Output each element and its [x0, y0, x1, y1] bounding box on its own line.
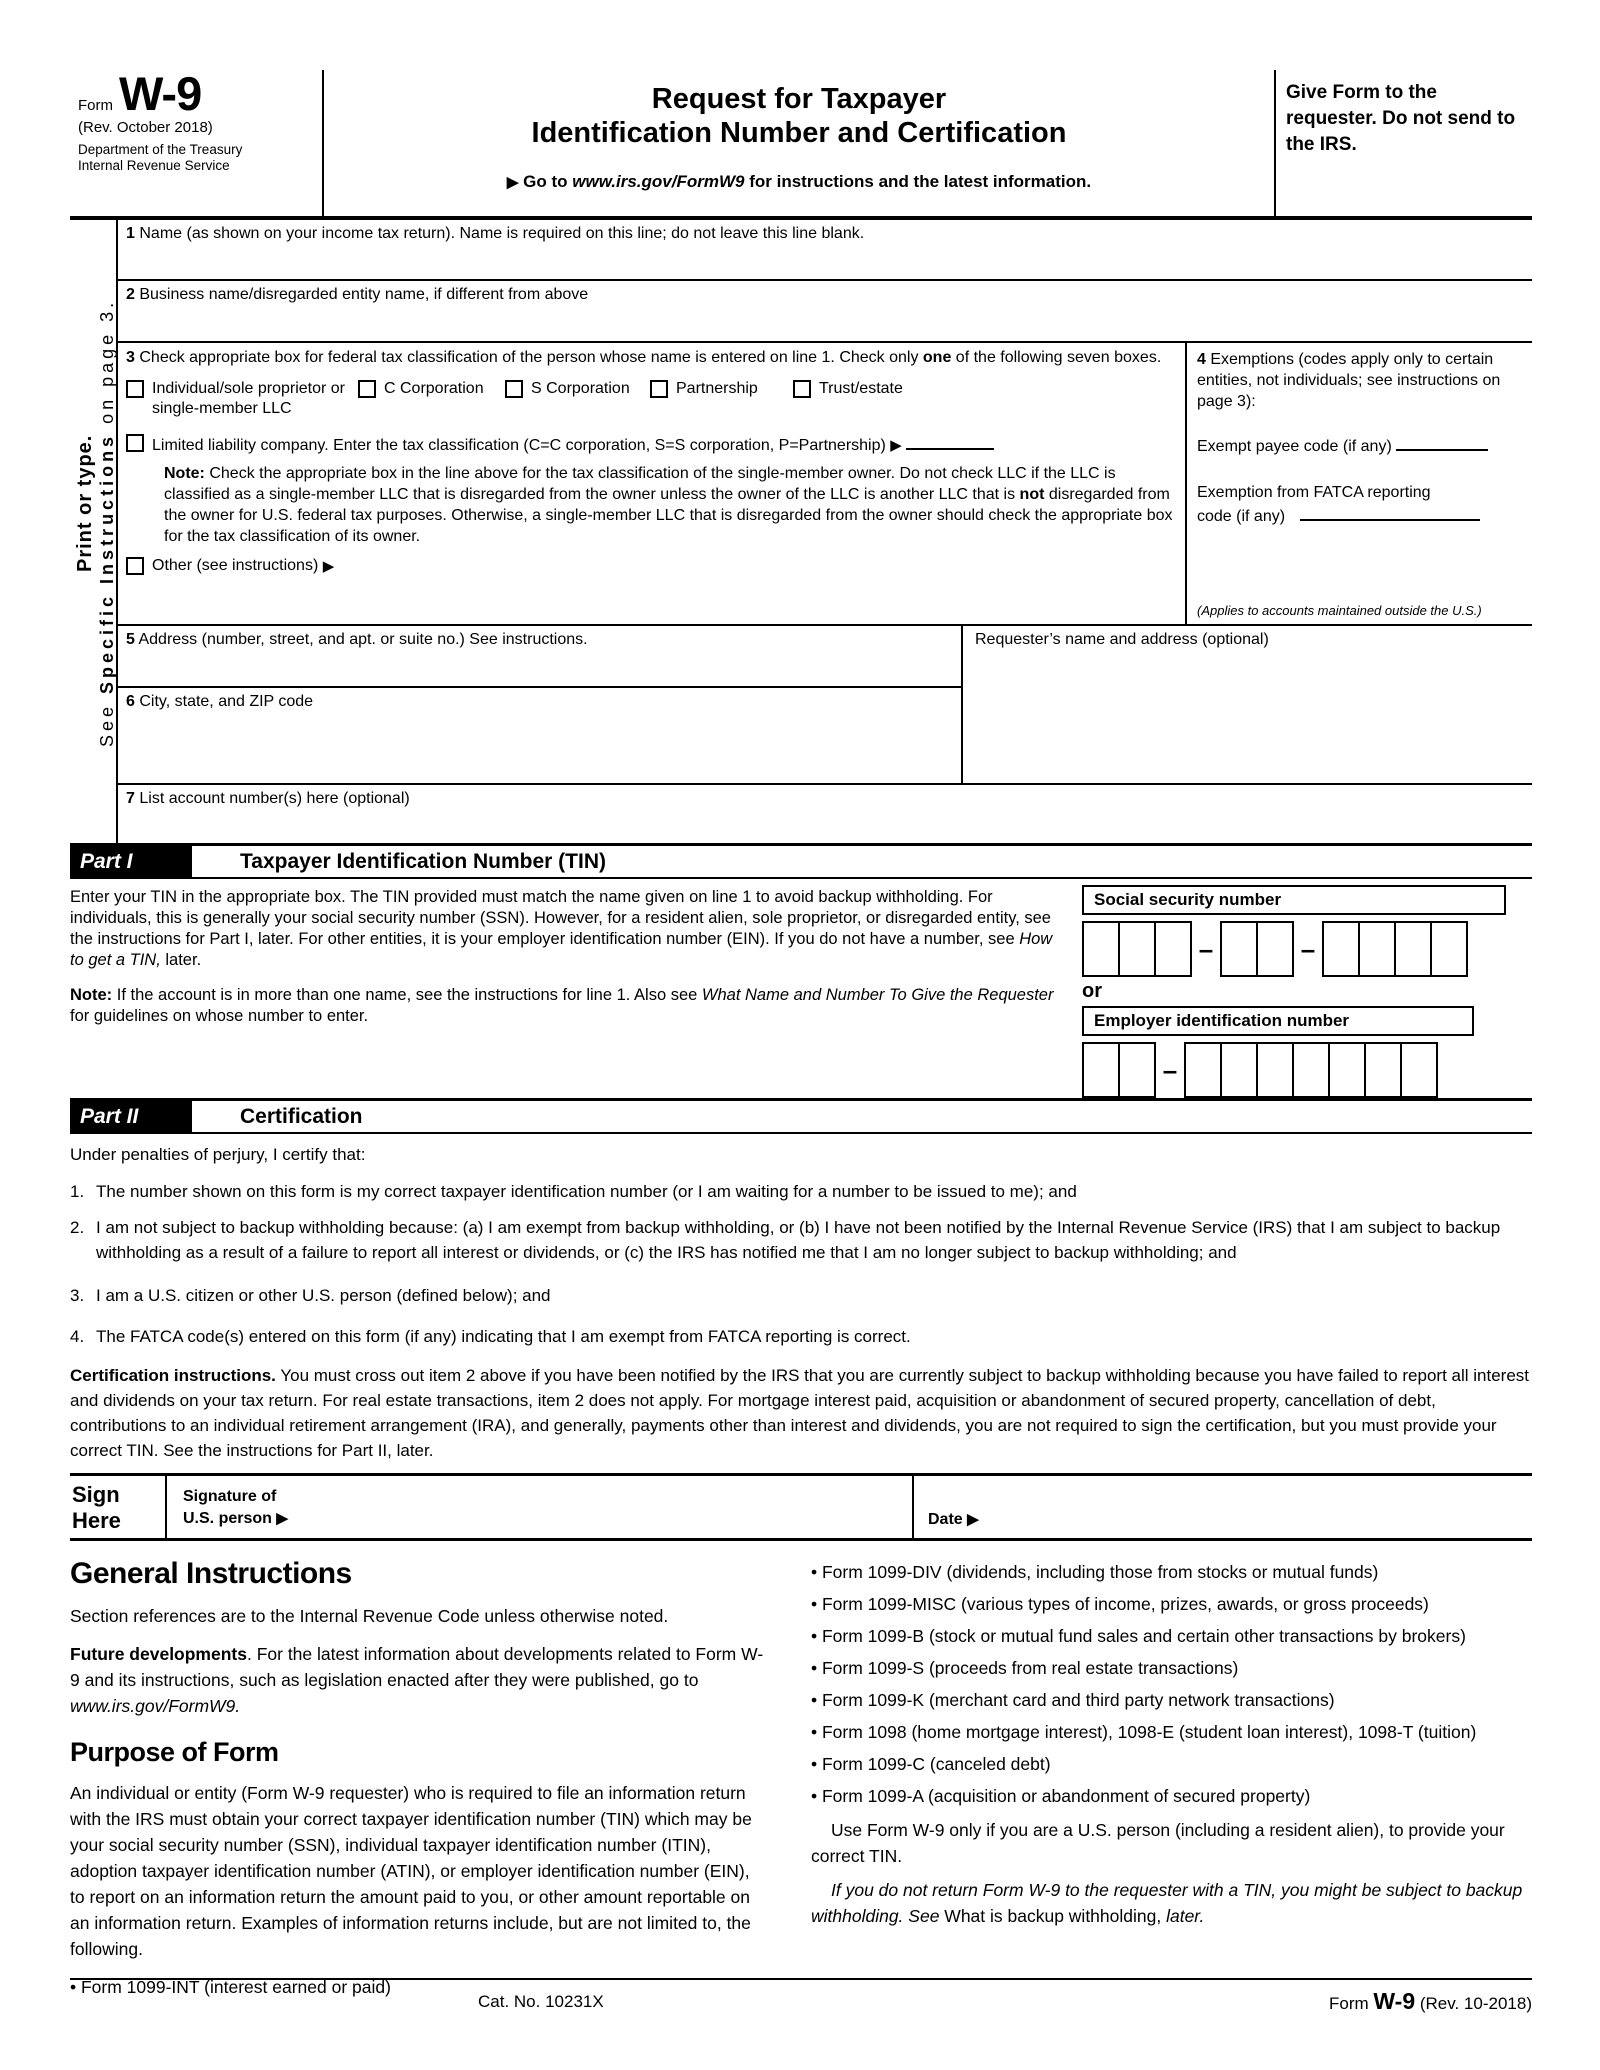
- line6-label: City, state, and ZIP code: [139, 693, 314, 710]
- purpose-paragraph: An individual or entity (Form W-9 requester) who is required to file an information return with the IRS must obtain your correct taxpayer identification number (TIN) which may be your social security number (SSN), individual taxpayer identification number (ITIN), adoption taxpayer identification number (ATIN), or employer identification number (EIN), to report on an information return the amount paid to you, or other amount reportable on an information return. Examples of information returns include, but are not limited to, the following.: [70, 1783, 752, 1959]
- bullet-1099-k: • Form 1099-K (merchant card and third party network transactions): [811, 1690, 1335, 1710]
- s-corporation-checkbox[interactable]: [505, 380, 523, 398]
- line7-account-numbers-field[interactable]: [118, 785, 1532, 843]
- give-form-notice: Give Form to the requester. Do not send to the IRS.: [1274, 70, 1532, 216]
- requester-name-box[interactable]: [961, 626, 1532, 783]
- form-number: W-9: [119, 67, 202, 120]
- line5-address-field[interactable]: [118, 626, 961, 688]
- instructions-right-column: [811, 1557, 1532, 2000]
- certification-item-4: 4. The FATCA code(s) entered on this form (if any) indicating that I am exempt from FATCA reporting is correct.: [70, 1327, 911, 1346]
- ssn-digit-cell[interactable]: [1430, 921, 1468, 977]
- ein-digit-cell[interactable]: [1184, 1042, 1222, 1098]
- general-instructions-heading: General Instructions: [70, 1557, 352, 1590]
- ein-dash: –: [1162, 1054, 1178, 1085]
- instructions-left-column: [70, 1557, 765, 2000]
- page-footer: [70, 1978, 1532, 2028]
- line4-label: Exemptions (codes apply only to certain entities, not individuals; see instructions on page 3):: [1197, 351, 1501, 410]
- goto-post: for instructions and the latest information.: [744, 172, 1092, 191]
- line6-city-field[interactable]: [118, 688, 961, 783]
- other-checkbox[interactable]: [126, 557, 144, 575]
- line6-number: 6: [126, 693, 135, 710]
- fatca-label-line1: Exemption from FATCA reporting: [1197, 484, 1431, 501]
- ein-digit-cell[interactable]: [1118, 1042, 1156, 1098]
- form-title-block: [324, 70, 1274, 216]
- requester-label: Requester’s name and address (optional): [975, 631, 1269, 648]
- line3-classification-row: [118, 343, 1532, 626]
- fatca-label-line2: code (if any): [1197, 508, 1286, 525]
- bullet-1099-div: • Form 1099-DIV (dividends, including those from stocks or mutual funds): [811, 1562, 1379, 1582]
- c-corporation-checkbox[interactable]: [358, 380, 376, 398]
- line1-label: Name (as shown on your income tax return). Name is required on this line; do not leave this line blank.: [139, 225, 865, 242]
- ein-digit-cell[interactable]: [1400, 1042, 1438, 1098]
- s-corporation-label: S Corporation: [531, 380, 630, 397]
- llc-arrow-icon: ▶: [890, 437, 902, 454]
- ssn-dash: –: [1300, 933, 1316, 964]
- catalog-number: Cat. No. 10231X: [478, 1992, 604, 2011]
- or-label: or: [1082, 980, 1102, 1002]
- revision-date: (Rev. October 2018): [78, 119, 213, 136]
- sign-here-row: [70, 1473, 1532, 1541]
- date-label: Date: [928, 1511, 968, 1528]
- part2-header-bar: [70, 1098, 1532, 1134]
- bullet-1099-c: • Form 1099-C (canceled debt): [811, 1754, 1051, 1774]
- purpose-of-form-heading: Purpose of Form: [70, 1737, 279, 1767]
- ssn-digit-cell[interactable]: [1154, 921, 1192, 977]
- llc-row: [126, 433, 1177, 455]
- goto-pre: Go to: [518, 172, 573, 191]
- bullet-1099-b: • Form 1099-B (stock or mutual fund sales and certain other transactions by brokers): [811, 1626, 1466, 1646]
- line2-number: 2: [126, 286, 135, 303]
- bullet-1099-int: • Form 1099-INT (interest earned or paid): [70, 1977, 391, 1997]
- ein-digit-cell[interactable]: [1082, 1042, 1120, 1098]
- line3-note: Note: Check the appropriate box in the line above for the tax classification of the single-member owner. Do not check LLC if the LLC is classified as a single-member LLC that is disregarded from the owner unless the owner of the LLC is another LLC that is not disregarded from the owner for U.S. federal tax purposes. Otherwise, a single-member LLC that is disregarded from the owner should check the appropriate box for the tax classification of its owner.: [164, 465, 1173, 545]
- use-form-paragraph: Use Form W-9 only if you are a U.S. person (including a resident alien), to provide your correct TIN.: [811, 1820, 1505, 1866]
- trust-estate-checkbox[interactable]: [793, 380, 811, 398]
- footer-revision: (Rev. 10-2018): [1419, 1994, 1532, 2013]
- line5-label: Address (number, street, and apt. or suite no.) See instructions.: [138, 631, 588, 648]
- individual-label: Individual/sole proprietor or single-member LLC: [152, 380, 345, 417]
- checkbox-item-s-corp: [505, 379, 650, 399]
- ssn-digit-cell[interactable]: [1394, 921, 1432, 977]
- checkbox-item-partnership: [650, 379, 793, 399]
- ein-cells: [1082, 1042, 1532, 1098]
- department-line1: Department of the Treasury: [78, 142, 243, 157]
- ssn-digit-cell[interactable]: [1322, 921, 1360, 977]
- line3-left-column: [118, 343, 1185, 624]
- general-instructions-section: [70, 1557, 1532, 2000]
- part1-label: Part I: [70, 846, 192, 877]
- future-developments-paragraph: Future developments. For the latest information about developments related to Form W-9 and its instructions, such as legislation enacted after they were published, go to www.irs.gov/FormW9.: [70, 1644, 764, 1716]
- applies-note: (Applies to accounts maintained outside the U.S.): [1197, 603, 1482, 618]
- part2-label: Part II: [70, 1101, 192, 1132]
- checkbox-item-trust: [793, 379, 923, 399]
- part1-instructions: Enter your TIN in the appropriate box. The TIN provided must match the name given on line 1 to avoid backup withholding. For individuals, this is generally your social security number (SSN). However, for a resident alien, sole proprietor, or disregarded entity, see the instructions for Part I, later. For other entities, it is your employer identification number (EIN). If you do not have a number, see How to get a TIN, later. Note: If the account is in more than one name, see the instructions for line 1. Also see What Name and Number To Give the Requester for guidelines on whose number to enter.: [70, 888, 1054, 1025]
- form-identity: [70, 67, 324, 216]
- signature-input-area[interactable]: [167, 1476, 912, 1538]
- print-or-type-vertical-label: Print or type.: [74, 434, 96, 572]
- part2-title: Certification: [240, 1104, 363, 1128]
- department-line2: Internal Revenue Service: [78, 158, 230, 173]
- ssn-digit-cell[interactable]: [1358, 921, 1396, 977]
- ein-digit-cell[interactable]: [1328, 1042, 1366, 1098]
- bullet-1098: • Form 1098 (home mortgage interest), 1098-E (student loan interest), 1098-T (tuition): [811, 1722, 1477, 1742]
- form-header: [70, 67, 1532, 220]
- other-arrow-icon: ▶: [322, 557, 335, 575]
- ein-digit-cell[interactable]: [1256, 1042, 1294, 1098]
- other-row: [126, 556, 1177, 575]
- line1-number: 1: [126, 225, 135, 242]
- line7-label: List account number(s) here (optional): [139, 790, 410, 807]
- llc-classification-input[interactable]: [906, 433, 994, 450]
- part1-title: Taxpayer Identification Number (TIN): [240, 849, 606, 873]
- line1-name-field[interactable]: [118, 220, 1532, 281]
- signature-label-line1: Signature of: [183, 1488, 277, 1505]
- classification-checkbox-row: [126, 379, 1177, 419]
- ein-digit-cell[interactable]: [1364, 1042, 1402, 1098]
- ssn-digit-cell[interactable]: [1082, 921, 1120, 977]
- partnership-label: Partnership: [676, 380, 758, 397]
- llc-checkbox[interactable]: [126, 434, 144, 452]
- tin-boxes-column: [1076, 879, 1532, 1098]
- ein-label-box: Employer identification number: [1082, 1006, 1474, 1036]
- trust-estate-label: Trust/estate: [819, 380, 903, 397]
- exempt-payee-label: Exempt payee code (if any): [1197, 438, 1392, 455]
- certification-item-3: 3. I am a U.S. citizen or other U.S. person (defined below); and: [70, 1286, 551, 1305]
- bullet-1099-misc: • Form 1099-MISC (various types of income, prizes, awards, or gross proceeds): [811, 1594, 1429, 1614]
- left-instruction-strip: [70, 220, 118, 843]
- fatca-code-input[interactable]: [1300, 504, 1480, 521]
- llc-label: Limited liability company. Enter the tax classification (C=C corporation, S=S corporation, P=Partnership): [152, 437, 891, 454]
- line4-number: 4: [1197, 351, 1206, 368]
- sign-here-label: Sign Here: [72, 1482, 121, 1533]
- other-label: Other (see instructions): [152, 556, 319, 574]
- exempt-payee-code-input[interactable]: [1396, 434, 1488, 451]
- line5-number: 5: [126, 631, 135, 648]
- line3-label-pre: Check appropriate box for federal tax classification of the person whose name is entered on line 1. Check only: [139, 349, 923, 366]
- date-arrow-icon: ▶: [967, 1511, 979, 1528]
- signature-label-line2: U.S. person: [183, 1510, 277, 1527]
- part1-header-bar: [70, 843, 1532, 879]
- partnership-checkbox[interactable]: [650, 380, 668, 398]
- form-body: [70, 220, 1532, 843]
- line3-number: 3: [126, 349, 135, 366]
- see-instructions-vertical-label: See Specific Instructions on page 3.: [97, 298, 117, 747]
- line7-number: 7: [126, 790, 135, 807]
- form-title-line1: Request for Taxpayer: [651, 83, 947, 115]
- right-arrow-icon: ▶: [506, 174, 519, 191]
- bullet-1099-s: • Form 1099-S (proceeds from real estate transactions): [811, 1658, 1239, 1678]
- footer-form-word: Form: [1329, 1994, 1369, 2013]
- part1-content: [70, 879, 1532, 1098]
- date-input-area[interactable]: [912, 1476, 1532, 1538]
- ssn-digit-cell[interactable]: [1256, 921, 1294, 977]
- line2-label: Business name/disregarded entity name, if different from above: [139, 286, 589, 303]
- ssn-cells: [1082, 921, 1532, 977]
- form-title-line2: Identification Number and Certification: [531, 117, 1067, 149]
- ein-digit-cell[interactable]: [1220, 1042, 1258, 1098]
- address-requester-block: [118, 626, 1532, 785]
- line4-exemptions-column: [1185, 343, 1532, 624]
- individual-checkbox[interactable]: [126, 380, 144, 398]
- ssn-dash: –: [1198, 933, 1214, 964]
- line3-label-post: of the following seven boxes.: [951, 349, 1162, 366]
- certification-item-2: 2. I am not subject to backup withholding because: (a) I am exempt from backup withholding, or (b) I have not been notified by the Internal Revenue Service (IRS) that I am subject to backup withholding as a result of a failure to report all interest or dividends, or (c) the IRS has notified me that I am no longer subject to backup withholding; and: [70, 1218, 1501, 1262]
- irs-url-text[interactable]: www.irs.gov/FormW9.: [70, 1696, 241, 1716]
- note-word: Note:: [164, 465, 205, 482]
- c-corporation-label: C Corporation: [384, 380, 484, 397]
- section-references-paragraph: Section references are to the Internal Revenue Code unless otherwise noted.: [70, 1606, 669, 1626]
- certification-item-1: 1. The number shown on this form is my correct taxpayer identification number (or I am waiting for a number to be issued to me); and: [70, 1182, 1077, 1201]
- signature-arrow-icon: ▶: [276, 1510, 288, 1527]
- ssn-label-box: Social security number: [1082, 885, 1506, 915]
- address-column: [118, 626, 961, 783]
- form-word: Form: [78, 97, 113, 114]
- irs-url-link[interactable]: www.irs.gov/FormW9: [572, 172, 745, 191]
- certification-instructions: Certification instructions. You must cross out item 2 above if you have been notified by the IRS that you are currently subject to backup withholding because you have failed to report all interest and dividends on your tax return. For real estate transactions, item 2 does not apply. For mortgage interest paid, acquisition or abandonment of secured property, cancellation of debt, contributions to an individual retirement arrangement (IRA), and generally, payments other than interest and dividends, you are not required to sign the certification, but you must provide your correct TIN. See the instructions for Part II, later.: [70, 1366, 1529, 1460]
- ssn-digit-cell[interactable]: [1220, 921, 1258, 977]
- checkbox-item-individual: [126, 379, 358, 419]
- part2-content: [70, 1134, 1532, 1473]
- footer-form-number: W-9: [1373, 1988, 1416, 2014]
- ssn-digit-cell[interactable]: [1118, 921, 1156, 977]
- line2-business-name-field[interactable]: [118, 281, 1532, 343]
- certification-intro: Under penalties of perjury, I certify that:: [70, 1145, 366, 1164]
- w9-form-page: [70, 67, 1532, 2000]
- ein-digit-cell[interactable]: [1292, 1042, 1330, 1098]
- checkbox-item-c-corp: [358, 379, 505, 399]
- bullet-1099-a: • Form 1099-A (acquisition or abandonment of secured property): [811, 1786, 1311, 1806]
- line3-label-one: one: [922, 349, 952, 366]
- backup-withholding-paragraph: If you do not return Form W-9 to the requester with a TIN, you might be subject to backup withholding. See What is backup withholding, later.: [811, 1880, 1523, 1926]
